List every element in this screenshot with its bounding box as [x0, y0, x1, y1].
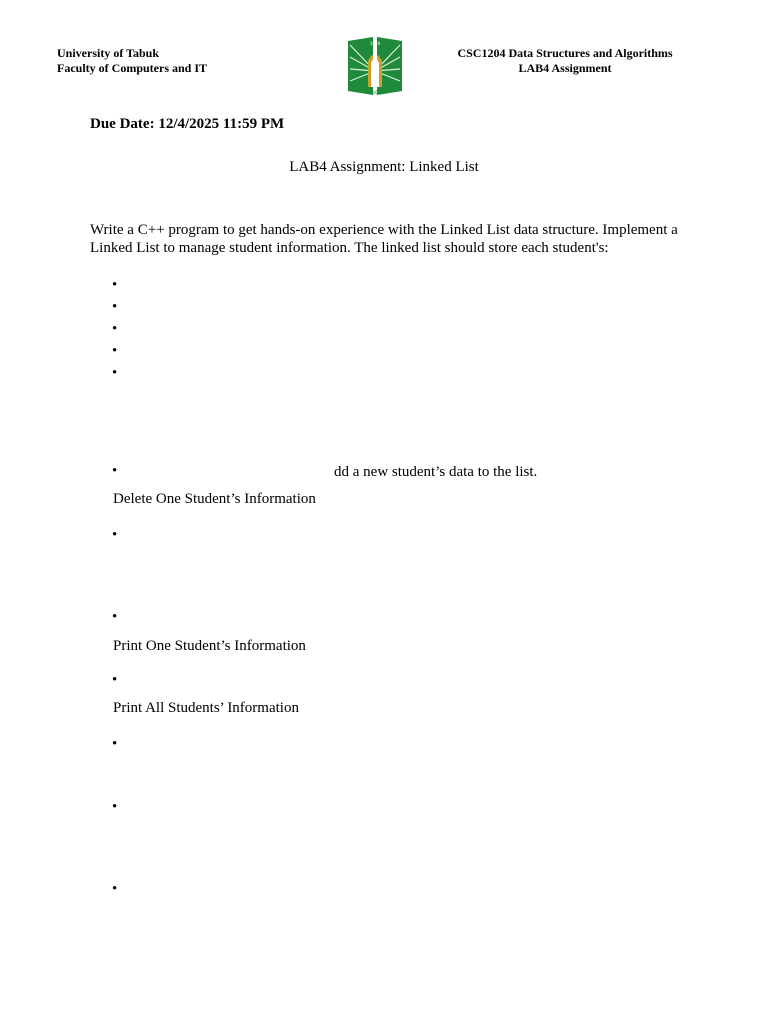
- due-date: Due Date: 12/4/2025 11:59 PM: [90, 116, 285, 132]
- section-delete-one: Delete One Student’s Information: [113, 491, 316, 507]
- list-item-bullet: •: [112, 881, 118, 897]
- logo-year-top: 1678: [369, 41, 381, 46]
- list-item-bullet: •: [112, 463, 118, 479]
- list-item-bullet: •: [112, 321, 118, 337]
- section-print-one: Print One Student’s Information: [113, 638, 306, 654]
- list-item-bullet: •: [112, 609, 118, 625]
- intro-paragraph: Write a C++ program to get hands-on experience with the Linked List data structure. Implement a Linked List to manage student information. The linked list should store each student's:: [90, 222, 678, 256]
- list-item-bullet: •: [112, 343, 118, 359]
- course-name: CSC1204 Data Structures and Algorithms: [457, 46, 673, 60]
- logo-year-bottom: 2006: [369, 90, 381, 95]
- header-left: [57, 46, 207, 75]
- list-item-bullet: •: [112, 672, 118, 688]
- list-item-bullet: •: [112, 299, 118, 315]
- faculty-name: Faculty of Computers and IT: [57, 60, 208, 75]
- assignment-label: LAB4 Assignment: [518, 60, 612, 75]
- page-title: LAB4 Assignment: Linked List: [289, 159, 479, 175]
- logo-book-icon: [346, 35, 404, 97]
- add-student-text: dd a new student’s data to the list.: [334, 464, 538, 480]
- list-item-bullet: •: [112, 527, 118, 543]
- university-logo: [346, 35, 404, 97]
- list-item-bullet: •: [112, 736, 118, 752]
- list-item-bullet: •: [112, 365, 118, 381]
- section-print-all: Print All Students’ Information: [113, 700, 299, 716]
- university-name: University of Tabuk: [57, 46, 160, 60]
- header-right: [440, 46, 690, 75]
- list-item-bullet: •: [112, 799, 118, 815]
- list-item-bullet: •: [112, 277, 118, 293]
